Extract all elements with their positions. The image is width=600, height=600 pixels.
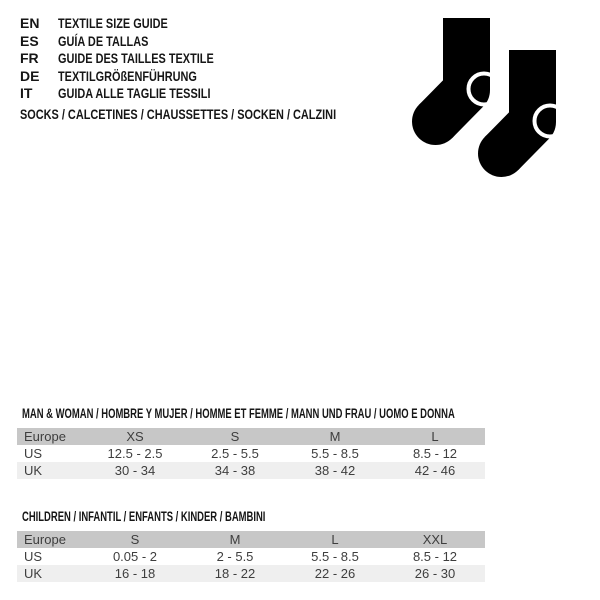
- size-value: 42 - 46: [414, 463, 456, 478]
- language-row-en: [20, 15, 258, 33]
- column-header-region: Europe: [24, 429, 66, 444]
- size-value: 26 - 30: [414, 566, 456, 581]
- table-row-uk: [17, 462, 485, 479]
- language-list: [20, 15, 258, 103]
- language-label: GUIDA ALLE TAGLIE TESSILI: [58, 85, 211, 101]
- language-label: GUÍA DE TALLAS: [58, 32, 149, 49]
- socks-icon: [400, 0, 580, 190]
- language-row-it: [20, 85, 258, 103]
- size-value: 38 - 42: [314, 463, 356, 478]
- column-header-size: M: [329, 429, 341, 444]
- size-value: 34 - 38: [214, 463, 256, 478]
- size-value: 18 - 22: [214, 566, 256, 581]
- size-value: 12.5 - 2.5: [107, 446, 163, 461]
- size-table: [17, 531, 485, 582]
- column-header-size: XXL: [422, 532, 448, 547]
- size-value: 8.5 - 12: [412, 549, 458, 564]
- language-row-fr: [20, 50, 258, 68]
- language-code: FR: [20, 50, 39, 66]
- column-header-size: L: [331, 532, 339, 547]
- size-value: 0.05 - 2: [112, 549, 158, 564]
- language-label: TEXTILGRÖßENFÜHRUNG: [58, 67, 197, 84]
- language-label: TEXTILE SIZE GUIDE: [58, 15, 168, 31]
- table-header-row: [17, 428, 485, 445]
- table-title-text: MAN & WOMAN / HOMBRE Y MUJER / HOMME ET FEMME / MANN UND FRAU / UOMO E DONNA: [22, 406, 455, 421]
- sock-right: [478, 50, 566, 177]
- language-row-es: [20, 33, 258, 51]
- product-category-heading: [20, 106, 425, 123]
- language-row-de: [20, 68, 258, 86]
- language-label: GUIDE DES TAILLES TEXTILE: [58, 50, 214, 66]
- size-value: 22 - 26: [314, 566, 356, 581]
- size-value: 2.5 - 5.5: [211, 446, 259, 461]
- language-code: ES: [20, 32, 39, 49]
- row-region: UK: [24, 566, 43, 581]
- language-code: DE: [20, 67, 40, 84]
- row-region: UK: [24, 463, 43, 478]
- size-value: 16 - 18: [114, 566, 156, 581]
- column-header-size: S: [230, 429, 240, 444]
- column-header-size: L: [431, 429, 439, 444]
- size-value: 30 - 34: [114, 463, 156, 478]
- size-value: 5.5 - 8.5: [311, 549, 359, 564]
- size-value: 5.5 - 8.5: [311, 446, 359, 461]
- size-value: 2 - 5.5: [216, 549, 254, 564]
- table-row-us: [17, 548, 485, 565]
- column-header-region: Europe: [24, 532, 66, 547]
- column-header-size: S: [130, 532, 140, 547]
- size-table-man-woman: [17, 405, 485, 479]
- column-header-size: XS: [126, 429, 144, 444]
- row-region: US: [24, 549, 43, 564]
- table-title: [17, 405, 485, 422]
- size-table: [17, 428, 485, 479]
- table-title-text: CHILDREN / INFANTIL / ENFANTS / KINDER / BAMBINI: [22, 509, 266, 524]
- table-row-uk: [17, 565, 485, 582]
- row-region: US: [24, 446, 43, 461]
- column-header-size: M: [229, 532, 241, 547]
- sock-left: [412, 18, 500, 145]
- language-code: IT: [20, 85, 33, 101]
- table-row-us: [17, 445, 485, 462]
- table-header-row: [17, 531, 485, 548]
- language-code: EN: [20, 15, 40, 31]
- size-table-children: [17, 508, 485, 582]
- product-category-text: SOCKS / CALCETINES / CHAUSSETTES / SOCKEN / CALZINI: [20, 106, 337, 122]
- table-title: [17, 508, 485, 525]
- size-value: 8.5 - 12: [412, 446, 458, 461]
